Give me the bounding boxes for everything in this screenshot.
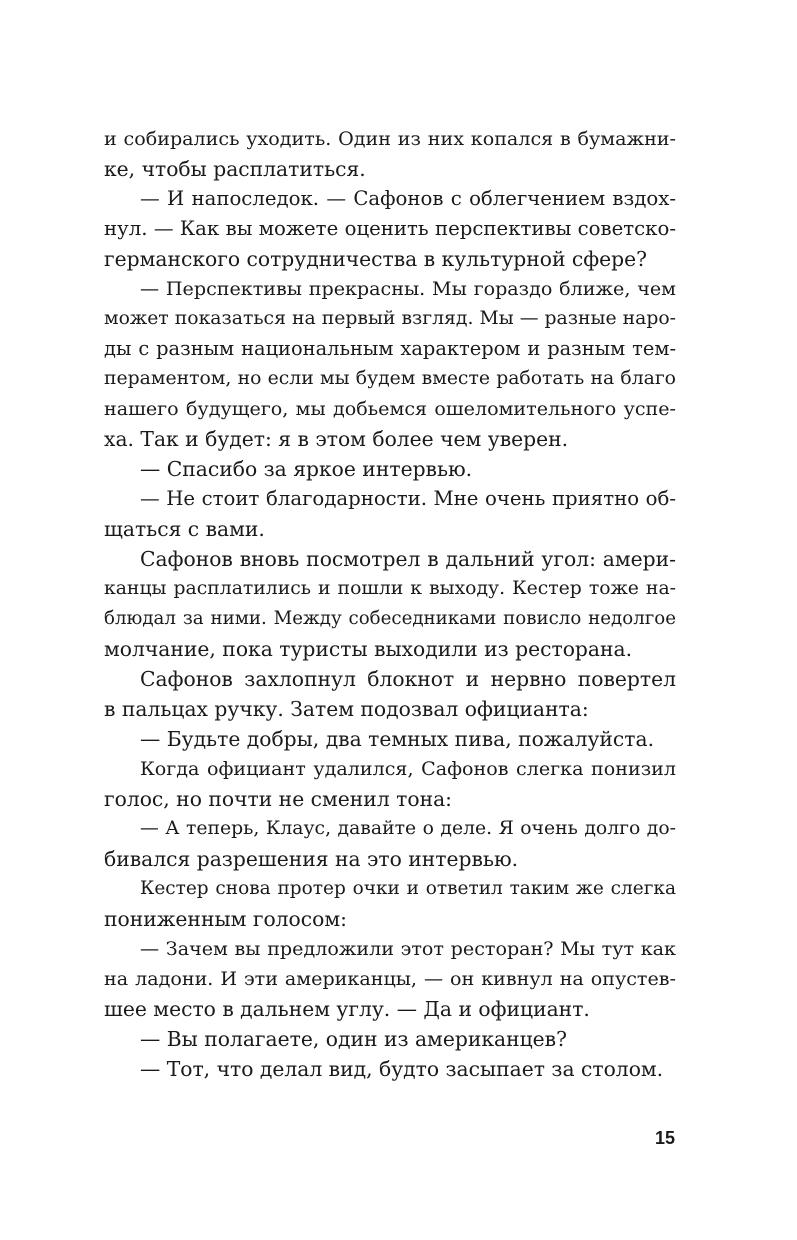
text-line: Кестер снова протер очки и ответил таким же слегка <box>140 878 676 899</box>
text-line: канцы расплатились и пошли к выходу. Кестер тоже на- <box>104 578 676 599</box>
page-number: 15 <box>654 1128 675 1148</box>
text-line: шее место в дальнем углу. — Да и официант. <box>104 997 590 1021</box>
text-line: ха. Так и будет: я в этом более чем уверен. <box>104 427 569 451</box>
text-line: — Зачем вы предложили этот ресторан? Мы тут как <box>140 937 676 960</box>
text-line: в пальцах ручку. Затем подозвал официанта: <box>104 697 589 721</box>
text-line: на ладони. И эти американцы, — он кивнул на опустев- <box>104 967 676 990</box>
text-line: нашего будущего, мы добьемся ошеломительного успе- <box>104 397 676 420</box>
text-line: — Тот, что делал вид, будто засыпает за столом. <box>140 1057 664 1081</box>
text-line: нул. — Как вы можете оценить перспективы советско- <box>104 217 676 240</box>
text-line: пониженным голосом: <box>104 907 347 931</box>
text-line: ке, чтобы расплатиться. <box>104 157 366 181</box>
text-line: Сафонов захлопнул блокнот и нервно повертел <box>140 667 676 691</box>
text-line: ды с разным национальным характером и разным тем- <box>104 337 676 360</box>
text-line: Когда официант удалился, Сафонов слегка понизил <box>140 757 676 780</box>
text-line: — Спасибо за яркое интервью. <box>140 457 473 481</box>
text-line: щаться с вами. <box>104 517 265 541</box>
text-line: и собирались уходить. Один из них копался в бумажни- <box>104 127 676 150</box>
text-line: — Будьте добры, два темных пива, пожалуйста. <box>140 727 655 751</box>
text-line: — Вы полагаете, один из американцев? <box>140 1027 567 1051</box>
book-page-text <box>104 124 676 1084</box>
text-line: бивался разрешения на это интервью. <box>104 847 519 871</box>
text-line: пераментом, но если мы будем вместе работать на благо <box>104 368 676 389</box>
text-line: — Перспективы прекрасны. Мы гораздо ближе, чем <box>140 277 676 300</box>
text-line: — А теперь, Клаус, давайте о деле. Я очень долго до- <box>140 818 676 839</box>
text-line: германского сотрудничества в культурной сфере? <box>104 247 648 271</box>
text-line: может показаться на первый взгляд. Мы — разные наро- <box>104 308 676 329</box>
text-line: голос, но почти не сменил тона: <box>104 787 453 811</box>
text-line: молчание, пока туристы выходили из ресторана. <box>104 637 633 661</box>
text-line: — Не стоит благодарности. Мне очень приятно об- <box>140 487 676 510</box>
text-line: блюдал за ними. Между собеседниками повисло недолгое <box>104 608 676 629</box>
text-line: Сафонов вновь посмотрел в дальний угол: амери- <box>140 547 676 571</box>
text-line: — И напоследок. — Сафонов с облегчением вздох- <box>140 187 676 210</box>
